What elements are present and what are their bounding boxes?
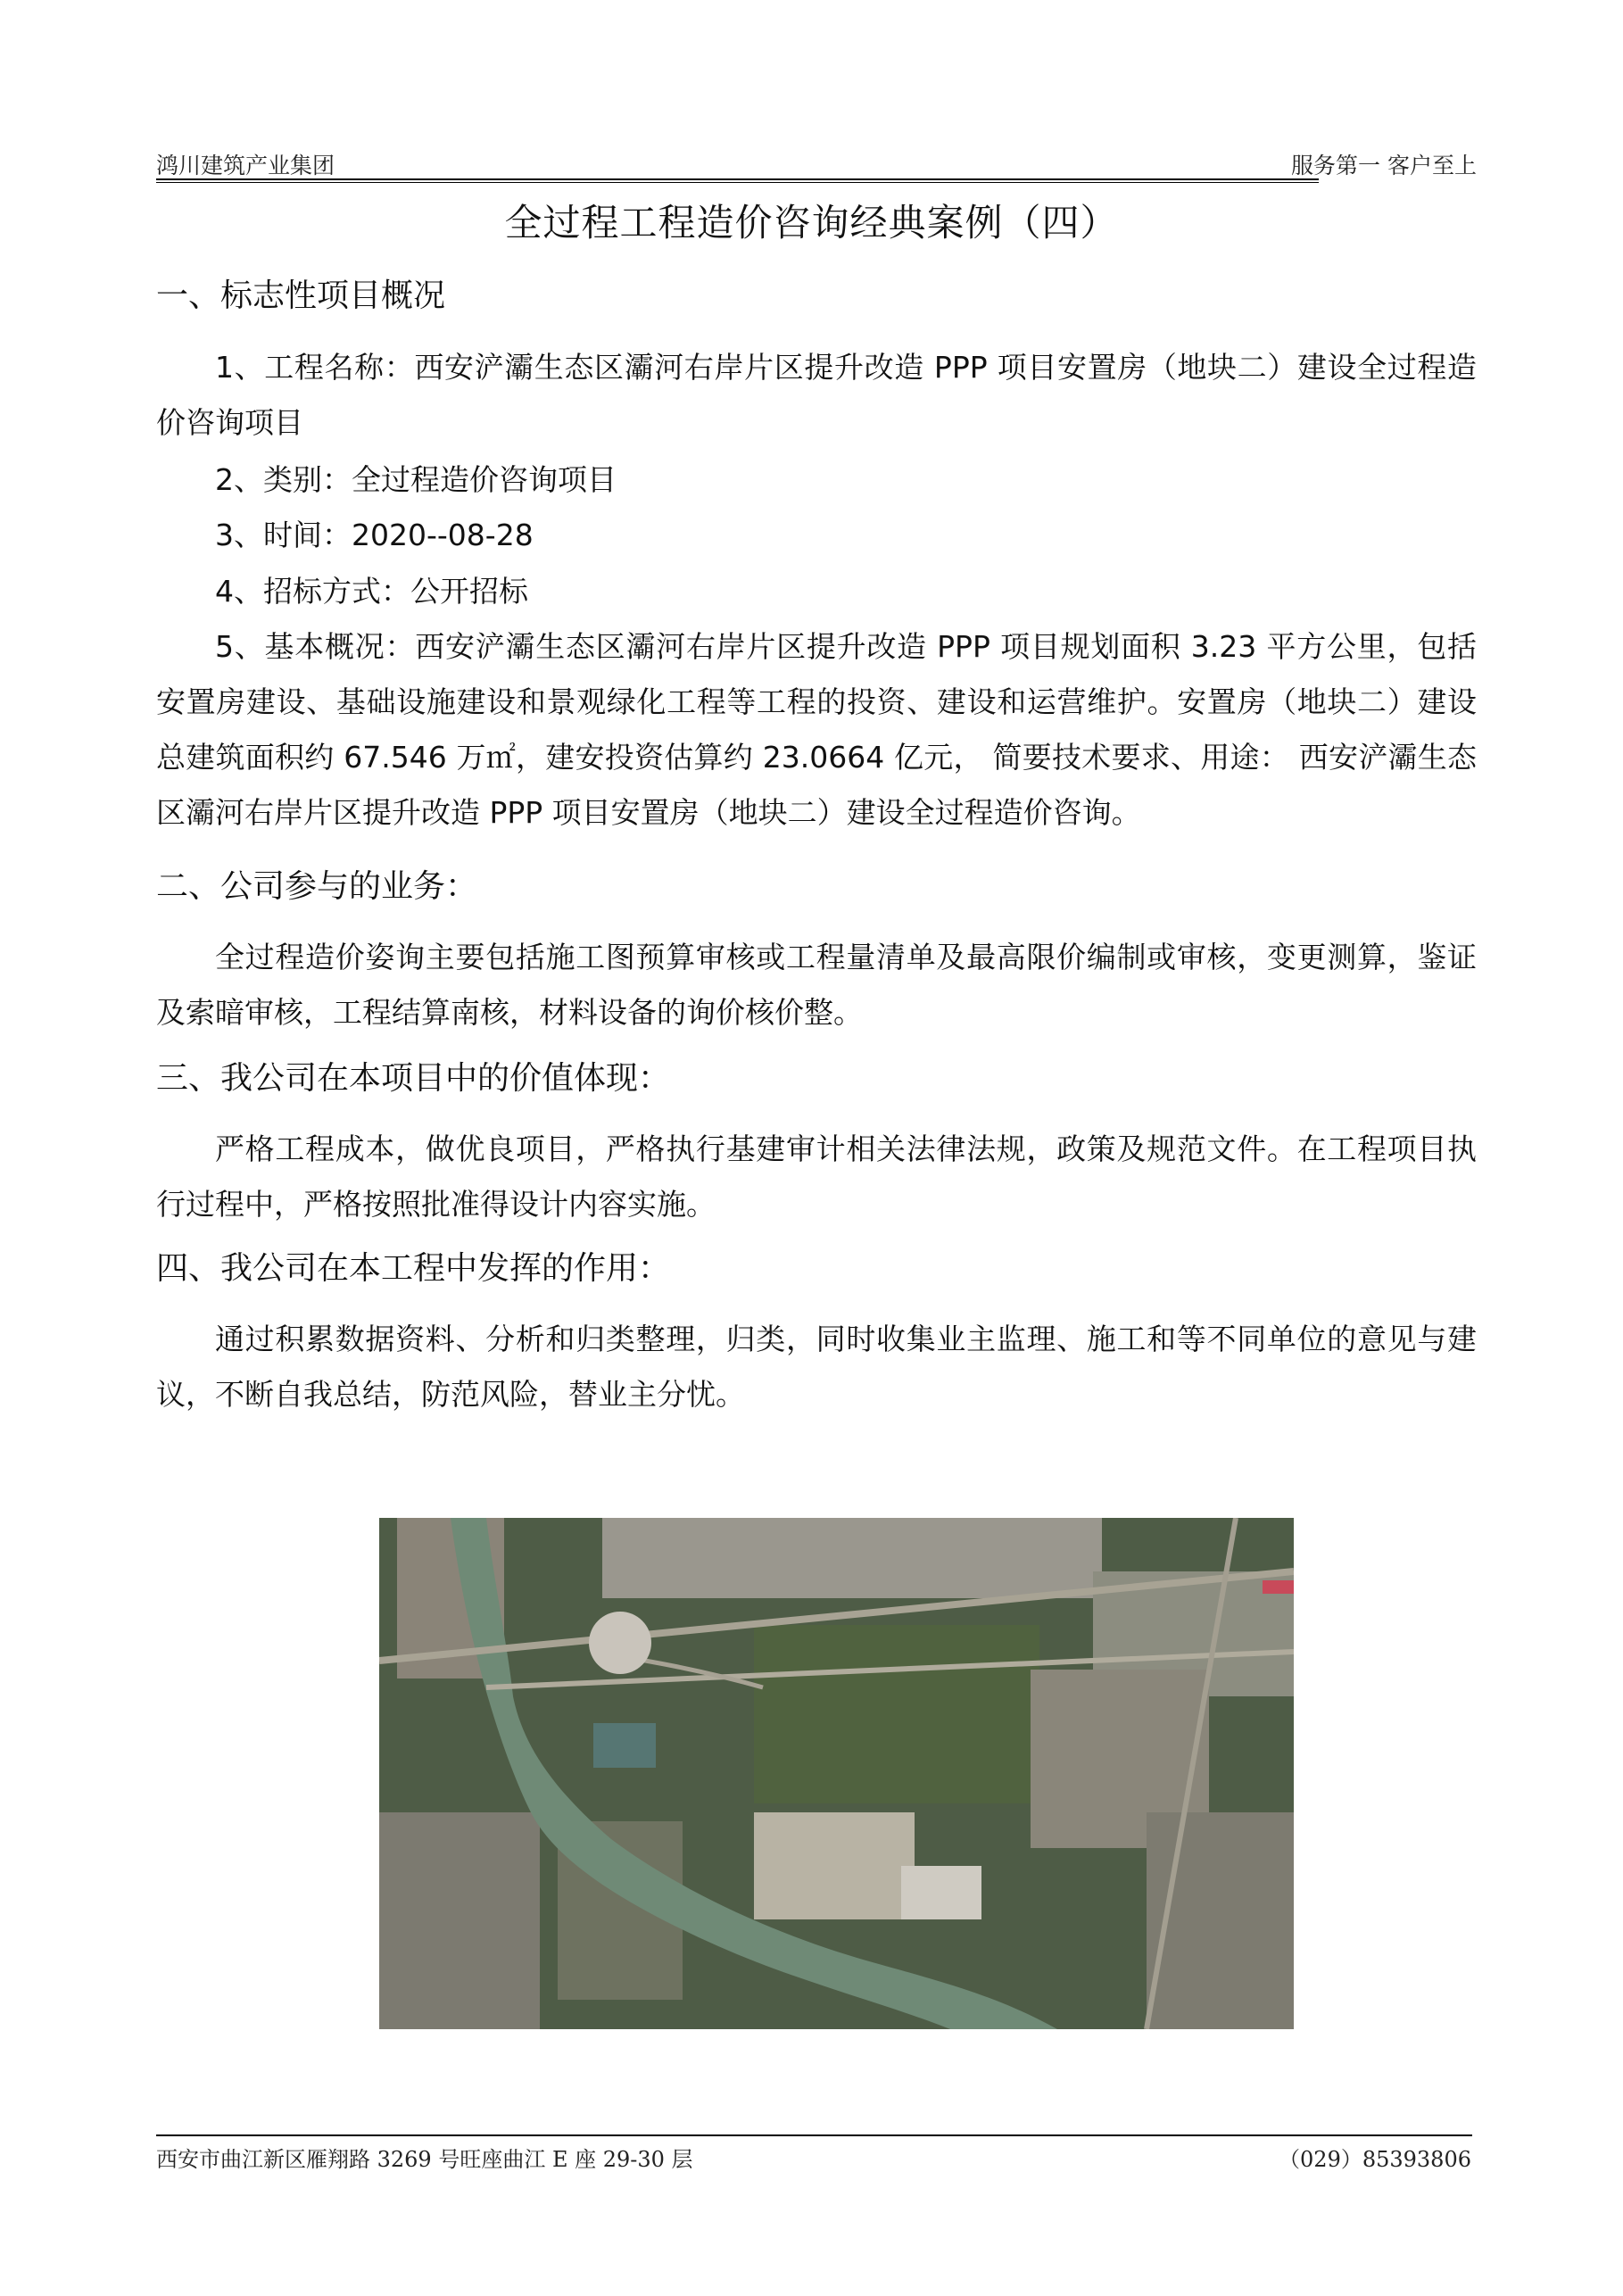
section-heading-overview: 一、标志性项目概况 <box>156 278 446 314</box>
overview-item-date: 3、时间：2020--08-28 <box>215 518 534 552</box>
header-company: 鸿川建筑产业集团 <box>156 153 335 178</box>
section-heading-business: 二、公司参与的业务： <box>156 868 478 905</box>
overview-item-tender: 4、招标方式：公开招标 <box>215 574 528 609</box>
footer-address: 西安市曲江新区雁翔路 3269 号旺座曲江 E 座 29-30 层 <box>156 2147 693 2172</box>
overview-item-name: 1、工程名称：西安浐灞生态区灞河右岸片区提升改造 PPP 项目安置房（地块二）建设全过程造价咨询项目 <box>156 350 1477 440</box>
business-text: 全过程造价姿询主要包括施工图预算审核或工程量清单及最高限价编制或审核，变更测算，鉴证及索暗审核，工程结算南核，材料设备的询价核价整。 <box>156 940 1477 1030</box>
satellite-image <box>379 1518 1294 2029</box>
overview-item-category: 2、类别：全过程造价咨询项目 <box>215 462 617 497</box>
header-rule-thin <box>156 182 1319 183</box>
footer-rule <box>156 2134 1472 2136</box>
value-text: 严格工程成本，做优良项目，严格执行基建审计相关法律法规，政策及规范文件。在工程项目执行过程中，严格按照批准得设计内容实施。 <box>156 1131 1477 1222</box>
section-heading-role: 四、我公司在本工程中发挥的作用： <box>156 1250 671 1287</box>
section-heading-value: 三、我公司在本项目中的价值体现： <box>156 1060 671 1097</box>
footer-phone: （029）85393806 <box>1279 2147 1471 2172</box>
header-rule <box>156 178 1319 180</box>
header-slogan: 服务第一 客户至上 <box>1291 153 1477 178</box>
overview-item-summary: 5、基本概况：西安浐灞生态区灞河右岸片区提升改造 PPP 项目规划面积 3.23 平方公里，包括安置房建设、基础设施建设和景观绿化工程等工程的投资、建设和运营维护。安置房（地块二）建设总建筑面积约 67.546 万㎡，建安投资估算约 23.0664 亿元， 简要技术要求、用途： 西安浐灞生态区灞河右岸片区提升改造 PPP 项目安置房（地块二）建设全过程造价咨询。 <box>156 629 1477 830</box>
page-title: 全过程工程造价咨询经典案例（四） <box>504 201 1119 245</box>
role-text: 通过积累数据资料、分析和归类整理，归类，同时收集业主监理、施工和等不同单位的意见与建议，不断自我总结，防范风险，替业主分忧。 <box>156 1322 1477 1412</box>
